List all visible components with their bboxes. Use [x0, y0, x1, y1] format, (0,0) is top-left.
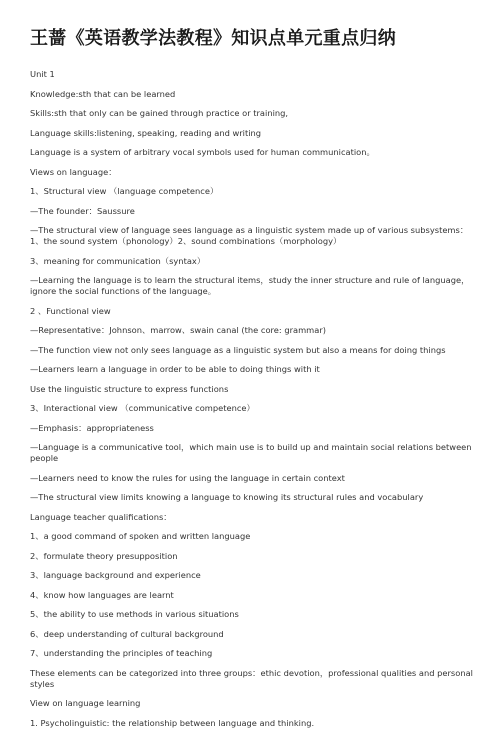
- paragraph: Unit 1: [30, 69, 55, 79]
- paragraph: 6、deep understanding of cultural background: [30, 628, 224, 639]
- paragraph: 3、language background and experience: [30, 570, 201, 580]
- paragraph: Skills:sth that only can be gained through practice or training,: [30, 108, 289, 118]
- paragraph: These elements can be categorized into three groups：ethic devotion，professional qualities and personal styles: [30, 667, 473, 689]
- paragraph: 7、understanding the principles of teaching: [30, 648, 213, 658]
- paragraph: —Learning the language is to learn the structural items，study the inner structure and rule of language，ignore the social functions of the language。: [30, 275, 470, 296]
- paragraph: —Representative：Johnson、marrow、swain canal (the core: grammar): [30, 325, 326, 335]
- paragraph: —The structural view of language sees language as a linguistic system made up of various subsystems：1、the sound system（phonology）2、sound combinations（morphology）: [30, 225, 469, 246]
- paragraph: 5、the ability to use methods in various situations: [30, 609, 239, 619]
- paragraph: —Language is a communicative tool，which main use is to build up and maintain social relations between people: [30, 442, 472, 463]
- paragraph: 2 、Functional view: [30, 305, 111, 316]
- paragraph: Language skills:listening, speaking, reading and writing: [30, 127, 262, 138]
- paragraph: Use the linguistic structure to express functions: [30, 383, 229, 394]
- document-title: 王蔷《英语教学法教程》知识点单元重点归纳: [30, 28, 396, 49]
- paragraph: —Learners learn a language in order to be able to doing things with it: [30, 364, 320, 374]
- paragraph: 3、Interactional view （communicative competence）: [30, 403, 255, 413]
- paragraph: 2、formulate theory presupposition: [30, 550, 178, 561]
- paragraph: —Learners need to know the rules for using the language in certain context: [30, 472, 345, 483]
- document-body: [30, 69, 476, 737]
- paragraph: 1、a good command of spoken and written language: [30, 531, 251, 541]
- paragraph: Knowledge:sth that can be learned: [30, 88, 176, 99]
- paragraph: Views on language：: [30, 166, 117, 177]
- paragraph: —The structural view limits knowing a language to knowing its structural rules and vocabulary: [30, 492, 424, 502]
- paragraph: 1. Psycholinguistic: the relationship between language and thinking.: [30, 717, 315, 728]
- paragraph: —The function view not only sees language as a linguistic system but also a means for doing things: [30, 344, 446, 355]
- paragraph: 3、meaning for communication（syntax）: [30, 255, 206, 266]
- paragraph: 4、know how languages are learnt: [30, 589, 174, 600]
- paragraph: Language is a system of arbitrary vocal symbols used for human communication。: [30, 147, 375, 157]
- paragraph: —Emphasis：appropriateness: [30, 422, 154, 433]
- paragraph: View on language learning: [30, 698, 141, 708]
- paragraph: —The founder：Saussure: [30, 205, 135, 216]
- paragraph: Language teacher qualifications：: [30, 511, 172, 522]
- paragraph: 1、Structural view （language competence）: [30, 186, 219, 196]
